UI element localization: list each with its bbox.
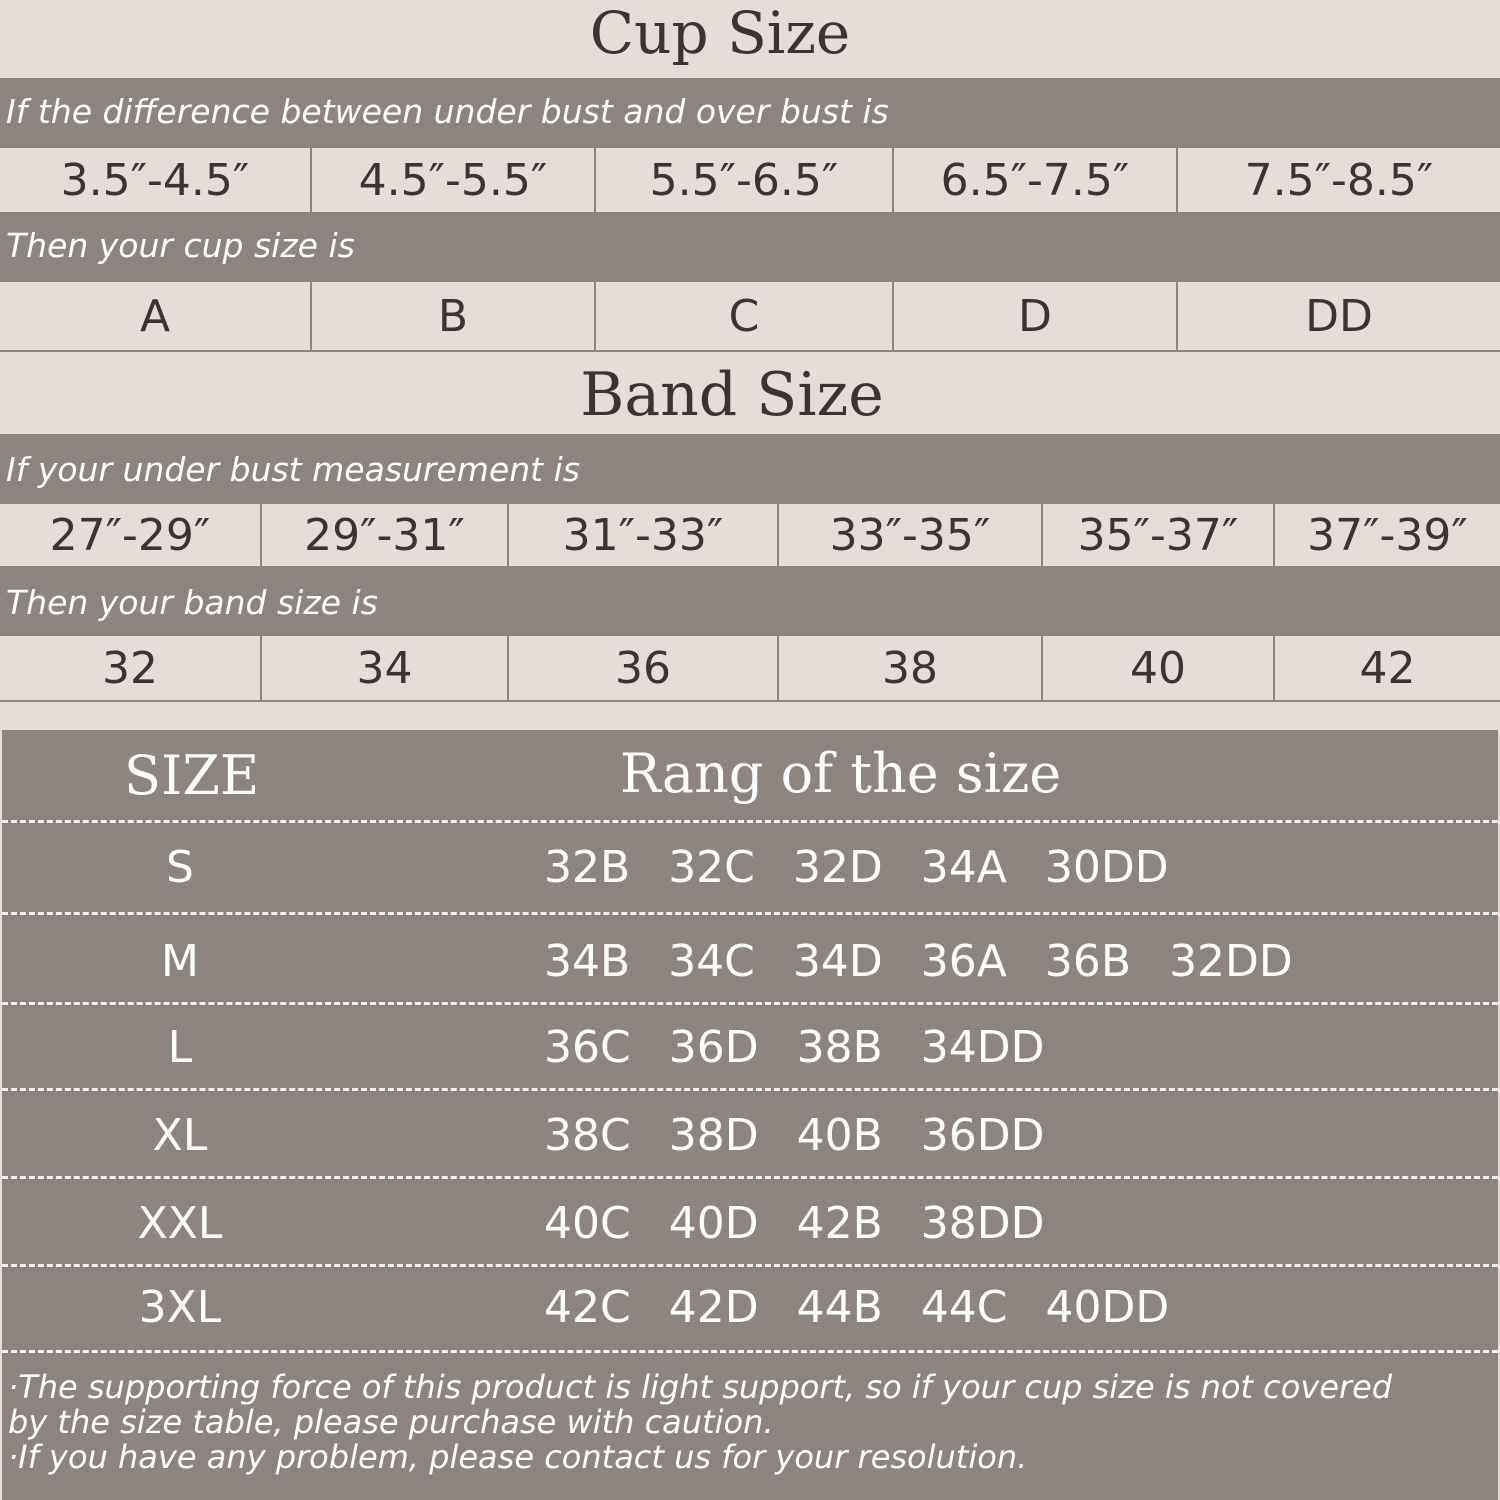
divider <box>2 1088 1498 1091</box>
band-measurement-cell: 27″-29″ <box>0 504 262 566</box>
divider <box>2 912 1498 915</box>
band-value-cell: 36 <box>509 636 779 700</box>
band-value-cell: 42 <box>1359 642 1416 694</box>
band-value-cell: 34 <box>262 636 509 700</box>
band-measurement-cell: 33″-35″ <box>779 504 1043 566</box>
range-value: 42C <box>544 1282 631 1333</box>
cup-result-prompt: Then your cup size is <box>0 212 1500 282</box>
range-value: 44B <box>796 1282 883 1333</box>
divider <box>2 820 1498 823</box>
size-ranges <box>544 1198 1083 1249</box>
range-value: 34D <box>792 936 883 987</box>
cup-letter-cell: B <box>312 282 596 350</box>
range-value: 40D <box>668 1198 759 1249</box>
range-value: 32DD <box>1169 936 1293 987</box>
divider <box>2 1350 1498 1353</box>
range-value: 40B <box>796 1110 883 1161</box>
range-value: 40DD <box>1045 1282 1170 1333</box>
range-value: 34C <box>668 936 755 987</box>
range-value: 42D <box>668 1282 759 1333</box>
band-measurement-cell: 31″-33″ <box>509 504 779 566</box>
band-value-row <box>0 634 1500 702</box>
table-row <box>2 1264 1498 1352</box>
size-label: S <box>166 842 194 893</box>
size-ranges <box>544 842 1207 893</box>
table-row <box>2 918 1498 1006</box>
cup-measurement-cell: 7.5″-8.5″ <box>1244 154 1434 206</box>
band-size-title: Band Size <box>580 360 884 430</box>
size-label: M <box>161 936 199 987</box>
cup-measurement-cell: 5.5″-6.5″ <box>596 148 894 212</box>
note-line: ·If you have any problem, please contact us for your resolution. <box>8 1438 1028 1476</box>
range-value: 36D <box>668 1022 759 1073</box>
range-value: 32C <box>668 842 755 893</box>
cup-measurement-row <box>0 146 1500 214</box>
band-measurement-cell: 29″-31″ <box>262 504 509 566</box>
range-value: 36DD <box>920 1110 1045 1161</box>
cup-letter-cell: D <box>894 282 1178 350</box>
size-ranges <box>544 936 1331 987</box>
size-label: L <box>167 1022 193 1073</box>
band-value-cell: 32 <box>0 636 262 700</box>
cup-letter-cell: A <box>0 282 312 350</box>
table-row <box>2 1180 1498 1268</box>
range-value: 34A <box>920 842 1007 893</box>
cup-measurement-cell: 3.5″-4.5″ <box>0 148 312 212</box>
range-value: 32B <box>544 842 631 893</box>
range-value: 36B <box>1044 936 1132 987</box>
note-line: by the size table, please purchase with caution. <box>8 1403 774 1441</box>
range-value: 34B <box>544 936 631 987</box>
table-row <box>2 1004 1498 1092</box>
range-value: 32D <box>792 842 883 893</box>
range-value: 30DD <box>1044 842 1169 893</box>
cup-letter-cell: DD <box>1305 290 1373 342</box>
cup-size-title: Cup Size <box>589 0 851 67</box>
range-value: 40C <box>544 1198 631 1249</box>
divider <box>2 1176 1498 1179</box>
size-chart-table <box>2 730 1498 1500</box>
note-line: ·The supporting force of this product is light support, so if your cup size is not covered <box>8 1368 1393 1406</box>
table-row <box>2 1092 1498 1180</box>
cup-letter-cell: C <box>596 282 894 350</box>
size-ranges <box>544 1110 1083 1161</box>
band-measurement-cell: 37″-39″ <box>1307 509 1468 561</box>
cup-difference-prompt: If the difference between under bust and over bust is <box>0 78 1500 148</box>
range-value: 36A <box>920 936 1007 987</box>
range-value: 34DD <box>920 1022 1045 1073</box>
size-ranges <box>544 1022 1083 1073</box>
size-label: 3XL <box>138 1282 222 1333</box>
band-measurement-row <box>0 502 1500 568</box>
band-value-cell: 40 <box>1043 636 1275 700</box>
band-measurement-prompt: If your under bust measurement is <box>0 434 1500 504</box>
cup-measurement-cell: 6.5″-7.5″ <box>894 148 1178 212</box>
range-column-header: Rang of the size <box>620 742 1062 805</box>
footnotes <box>8 1370 1488 1475</box>
range-value: 44C <box>920 1282 1008 1333</box>
range-value: 38C <box>544 1110 631 1161</box>
cup-measurement-cell: 4.5″-5.5″ <box>312 148 596 212</box>
range-value: 38D <box>668 1110 759 1161</box>
cup-letter-row <box>0 280 1500 352</box>
size-ranges <box>544 1282 1207 1333</box>
range-value: 38DD <box>920 1198 1045 1249</box>
band-measurement-cell: 35″-37″ <box>1043 504 1275 566</box>
range-value: 38B <box>796 1022 883 1073</box>
size-label: XL <box>152 1110 208 1161</box>
range-value: 42B <box>796 1198 883 1249</box>
table-row <box>2 824 1498 912</box>
range-value: 36C <box>544 1022 631 1073</box>
size-column-header: SIZE <box>124 744 260 807</box>
band-result-prompt: Then your band size is <box>0 566 1500 636</box>
size-label: XXL <box>137 1198 223 1249</box>
size-table-header <box>2 730 1498 822</box>
band-value-cell: 38 <box>779 636 1043 700</box>
